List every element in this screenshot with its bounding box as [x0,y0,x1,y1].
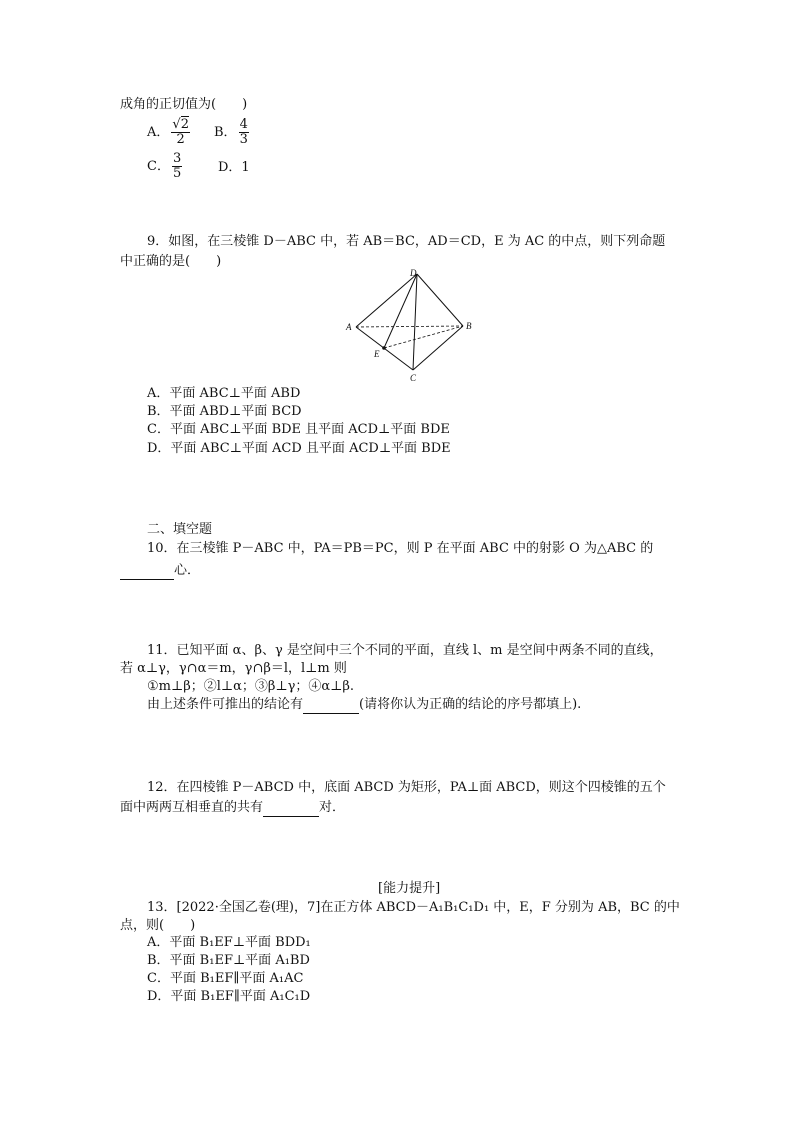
q8-option-b-fraction [239,118,249,147]
q10-line2-suffix: 心． [174,563,201,578]
q12-line2 [120,800,345,817]
q8-option-a-denominator: 2 [176,132,185,147]
q13-option-b: B．平面 B₁EF⊥平面 A₁BD [147,953,310,968]
q11-line1: 11．已知平面 α、β、γ 是空间中三个不同的平面，直线 l、m 是空间中两条不同的直线， [147,643,663,658]
q8-option-c-denominator: 5 [172,166,182,181]
q8-option-c-label: C． [147,159,170,174]
q13-line1: 13．[2022·全国乙卷(理)，7]在正方体 ABCD－A₁B₁C₁D₁ 中，E，F 分别为 AB，BC 的中 [147,900,680,915]
q8-option-b-denominator: 3 [239,132,248,147]
q8-option-b [214,118,251,147]
q9-option-a: A．平面 ABC⊥平面 ABD [147,386,301,401]
q10-line2 [120,563,200,580]
q12-line2-suffix: 对． [319,800,346,815]
edge-AB-hidden [356,326,463,327]
label-D: D [410,268,417,278]
q9-option-c: C．平面 ABC⊥平面 BDE 且平面 ACD⊥平面 BDE [147,422,450,437]
point-E [382,346,386,350]
q13-line2: 点，则( ) [120,918,196,933]
q13-option-a: A．平面 B₁EF⊥平面 BDD₁ [147,935,311,950]
q8-stem-continuation: 成角的正切值为( ) [120,97,248,112]
q11-line4-suffix: (请将你认为正确的结论的序号都填上). [359,697,582,712]
q11-line2: 若 α⊥γ，γ∩α＝m，γ∩β＝l，l⊥m 则 [120,661,347,676]
label-B: B [466,321,472,331]
label-C: C [410,373,417,383]
q13-option-c: C．平面 B₁EF∥平面 A₁AC [147,971,304,986]
q11-line4-prefix: 由上述条件可推出的结论有 [147,697,304,712]
section-fill-in-title: 二、填空题 [147,522,213,537]
q8-option-a-fraction [171,118,190,147]
q9-pyramid-figure [340,264,480,384]
edge-DE [384,274,417,348]
q8-option-a-label: A． [147,125,170,140]
q9-option-d: D．平面 ABC⊥平面 ACD 且平面 ACD⊥平面 BDE [147,441,451,456]
q13-option-d: D．平面 B₁EF∥平面 A₁C₁D [147,989,311,1004]
q12-answer-blank[interactable] [263,800,319,817]
q11-answer-blank[interactable] [303,697,359,714]
edge-DA [356,274,417,327]
q9-stem-line1: 9．如图，在三棱锥 D－ABC 中，若 AB＝BC，AD＝CD，E 为 AC 的中点，则下列命题 [147,234,666,249]
edge-DB [417,274,463,326]
q8-option-c-fraction [172,152,182,181]
q8-option-b-numerator: 4 [239,117,248,132]
q12-line2-prefix: 面中两两互相垂直的共有 [120,800,264,815]
q8-option-c [147,152,184,181]
q8-option-a [147,118,192,147]
q8-option-c-numerator: 3 [172,151,182,166]
q11-line3: ①m⊥β；②l⊥α；③β⊥γ；④α⊥β. [147,679,355,694]
edge-DC [413,274,417,370]
section-ability-title: [能力提升] [378,881,441,896]
q8-option-d: D．1 [218,160,250,175]
q8-option-a-numerator: √2 [172,117,189,132]
q11-line4 [147,697,581,714]
q9-option-b: B．平面 ABD⊥平面 BCD [147,404,302,419]
q9-stem-line2: 中正确的是( ) [120,254,222,269]
label-E: E [374,349,380,359]
q12-line1: 12．在四棱锥 P－ABCD 中，底面 ABCD 为矩形，PA⊥面 ABCD，则这个四棱锥的五个 [147,780,666,795]
q8-option-b-label: B． [214,125,237,140]
label-A: A [346,322,352,332]
q10-line1: 10．在三棱锥 P－ABC 中，PA＝PB＝PC，则 P 在平面 ABC 中的射影 O 为△ABC 的 [147,541,654,556]
q10-answer-blank[interactable] [120,563,174,580]
